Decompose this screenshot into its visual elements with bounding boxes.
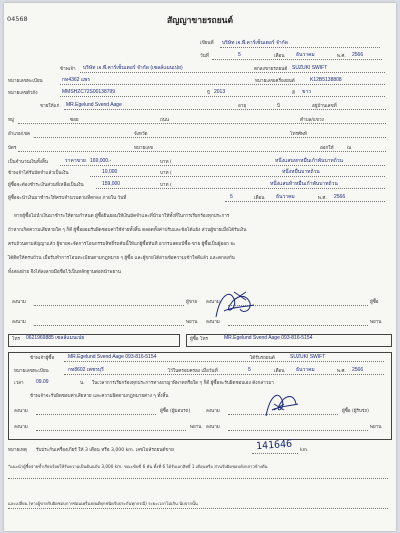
witness-1-role: พยาน bbox=[186, 320, 198, 325]
time-suffix: น. bbox=[80, 381, 85, 386]
road-label: ถนน bbox=[160, 118, 170, 123]
issued-suffix: ณ bbox=[347, 146, 352, 151]
document-number: 04568 bbox=[7, 15, 28, 23]
chassis-label: หมายเลขตัวถัง bbox=[8, 91, 38, 96]
seller-name: บริษัท เจ.พี.คาร์เซ็นเตอร์ จำกัด (เซลล์แมนเปย) bbox=[83, 65, 183, 71]
footer-rule-2 bbox=[8, 508, 388, 509]
receipt-plate-line bbox=[64, 374, 384, 375]
receipt-sign-line-1 bbox=[36, 414, 156, 415]
footer-bottom: และเปลี่ยน (ทางผู้ขายรับผิดชอบการซ่อมเครื่องยนต์ทุกชนิดรับประกันทุกกรณี) ระยะเวลาไม่เกิน นับจากนั้น bbox=[8, 501, 198, 506]
document-title: สัญญาขายรถยนต์ bbox=[166, 16, 234, 26]
address-label: อยู่บ้านเลขที่ bbox=[312, 104, 337, 109]
mileage-unit: km. bbox=[300, 448, 309, 453]
buyer-name: MR.Egelund Svend Aage bbox=[66, 102, 122, 108]
sell-car-label: ตกลงขายรถยนต์ bbox=[254, 67, 288, 72]
delivered-label: ไว้ในครอบครอง เมื่อวันที่ bbox=[168, 369, 218, 374]
receipt-plate-label: หมายเลขทะเบียน bbox=[14, 369, 49, 374]
receipt-year-label: พ.ศ. bbox=[337, 369, 346, 374]
receipt-year: 2566 bbox=[352, 367, 364, 373]
remain-value: 159,000 bbox=[102, 181, 121, 187]
warranty-text: *แนะนำผู้ซื้อจ่ายซ้ำเรียบร้อยให้รับความเป็นต้นฉบับ 3,000 km. ขณะขับขี่ 6 คัน ตั้งที่ 6 ได้รับเอกสิทธิ์ 1 เดือนหรือ ส่วนรับผิดชอบดังกล่าวข้างต้น bbox=[8, 464, 268, 469]
due-label: ผู้ซื้อจะนำเงินมาชำระให้ครบจำนวนตามที่ตกลง ภายใน วันที่ bbox=[8, 196, 127, 201]
accept-text: ข้าพเจ้าจะรับผิดชอบค่าเสียหาย และความผิดตามกฎหมายต่าง ๆ ทั้งสิ้น bbox=[30, 394, 169, 399]
date-label: วันที่ bbox=[200, 54, 209, 59]
date-day: 5 bbox=[238, 52, 241, 58]
received-model: SUZUKI SWIFT bbox=[290, 354, 326, 360]
deposit-line bbox=[90, 176, 385, 177]
moo-label: หมู่ bbox=[8, 118, 15, 123]
price-baht: บาท ( bbox=[160, 160, 172, 165]
card-number-label: หมายเลข bbox=[134, 146, 153, 151]
sign-label-witness-2: ลงนาม bbox=[206, 320, 220, 325]
receipt-witness-role-1: พยาน bbox=[190, 425, 202, 430]
car-model: SUZUKI SWIFT bbox=[292, 65, 328, 71]
clause-line-4: ได้ติดให้ครบถ้วน เมื่อรับทำการโอนทะเบียนตามกฎหมาย ๆ ผู้ซื้อ และผู้ขายได้อ่านข้อความเข้าใจดีแล้ว และตกลงกัน bbox=[8, 256, 235, 261]
seller-phone-label: โทร bbox=[12, 337, 20, 342]
mileage-value: 141646 bbox=[255, 438, 293, 453]
cross-mark-2 bbox=[272, 402, 286, 412]
remain-line bbox=[96, 188, 385, 189]
chassis-line bbox=[60, 96, 385, 97]
receipt-witness-label-1: ลงนาม bbox=[14, 425, 28, 430]
plate-line bbox=[60, 84, 385, 85]
receipt-month: ธันวาคม bbox=[296, 367, 315, 373]
car-year: 2013 bbox=[214, 89, 226, 95]
clause-line-1: หากผู้ซื้อไม่นำเงินมาชำระให้ตามกำหนด ผู้ซื้อยินยอมให้เงินมัดจำและที่นำมาให้ทั้งที่ในการเรียกร้องทุกประการ bbox=[14, 214, 230, 219]
receipt-buyer-role: ผู้ซื้อ (ผู้มอบรถ) bbox=[160, 409, 191, 414]
address-line-2 bbox=[34, 137, 386, 138]
buyer-role: ผู้ซื้อ bbox=[370, 300, 379, 305]
issued-label: ออกให้ bbox=[320, 146, 334, 151]
seller-sign-line bbox=[34, 305, 184, 306]
time-value: 09.09 bbox=[36, 379, 49, 385]
witness-2-line bbox=[228, 325, 368, 326]
due-month-label: เดือน bbox=[254, 196, 265, 201]
age-suffix: ปี bbox=[277, 104, 280, 109]
address-line-1 bbox=[18, 123, 386, 124]
receipt-sign-label-2: ลงนาม bbox=[206, 409, 220, 414]
written-at-line bbox=[220, 47, 380, 48]
year-label: พ.ศ. bbox=[337, 54, 346, 59]
receipt-buyer-label: ข้าพเจ้าผู้ซื้อ bbox=[30, 356, 55, 361]
car-year-label: ปี bbox=[207, 91, 210, 96]
buyer-phone: MR.Egelund Svend Aage 093-816-5154 bbox=[224, 335, 313, 341]
witness-1-line bbox=[34, 325, 184, 326]
written-at-label: เขียนที่ bbox=[200, 41, 214, 46]
sign-label-seller: ลงนาม bbox=[12, 300, 26, 305]
subdistrict-label: ตำบล/แขวง bbox=[300, 118, 324, 123]
sign-label-buyer: ลงนาม bbox=[206, 300, 220, 305]
deposit-value: 10,000 bbox=[102, 169, 118, 175]
remain-baht: บาท ( bbox=[160, 183, 172, 188]
receipt-witness-role-2: พยาน bbox=[370, 425, 382, 430]
price-label: เป็นจำนวนเงินทั้งสิ้น bbox=[8, 160, 48, 165]
receipt-buyer-line bbox=[64, 361, 384, 362]
receipt-sign-label-1: ลงนาม bbox=[14, 409, 28, 414]
note-text: รับประกันเครื่องเกียร์ ให้ 3 เดือน หรือ 3,000 km. เลขไมล์รถยนต์ขาย bbox=[36, 448, 174, 453]
deposit-label: ข้าพเจ้าได้รับมัดจำแล้วเป็นเงิน bbox=[8, 171, 69, 176]
color-value: ขาว bbox=[302, 89, 312, 95]
price-line bbox=[60, 165, 385, 166]
receipt-day: 5 bbox=[248, 367, 251, 373]
deposit-words: หนึ่งหมื่นบาทถ้วน bbox=[282, 169, 320, 175]
plate-label: หมายเลขทะเบียน bbox=[8, 79, 43, 84]
date-line bbox=[212, 59, 382, 60]
color-label: สี bbox=[292, 91, 295, 96]
footer-rule-1 bbox=[8, 478, 388, 479]
due-line bbox=[225, 201, 385, 202]
receiver-role: ผู้ซื้อ (ผู้รับรถ) bbox=[342, 409, 369, 414]
chassis-value: MMSHZC72S00138799 bbox=[62, 89, 116, 95]
written-at-value: บริษัท เจ.พี.คาร์เซ็นเตอร์ จำกัด bbox=[222, 40, 288, 46]
seller-phone: 0621969885 เซลล์แมนเปย bbox=[26, 335, 85, 341]
seller-line bbox=[80, 72, 385, 73]
due-day: 5 bbox=[230, 194, 233, 200]
plate-value: กท4362 แพร bbox=[62, 77, 91, 83]
price-prefix: ราคาขาย bbox=[65, 158, 86, 164]
witness-2-role: พยาน bbox=[370, 320, 382, 325]
deposit-baht: บาท ( bbox=[160, 171, 172, 176]
time-label: เวลา bbox=[14, 381, 24, 386]
buyer-line bbox=[64, 109, 386, 110]
engine-value: K12B5138808 bbox=[310, 77, 342, 83]
date-year: 2566 bbox=[352, 52, 364, 58]
seller-role: ผู้ขาย bbox=[186, 300, 198, 305]
month-label: เดือน bbox=[274, 54, 285, 59]
due-year-label: พ.ศ. bbox=[318, 196, 327, 201]
receipt-month-label: เดือน bbox=[274, 369, 285, 374]
receipt-witness-line-1 bbox=[36, 430, 186, 431]
clause-line-3: ครบถ้วนตามสัญญาแล้ว ผู้ขายจะจัดการโอนกรรมสิทธิ์รถคันนี้ให้แก่ผู้ซื้อทันที อากรแสตมป์ซื้อ-ขาย ผู้ซื้อเป็นผู้ออก จะ bbox=[8, 242, 236, 247]
received-label: ได้รับรถยนต์ bbox=[250, 356, 275, 361]
mileage-line bbox=[252, 453, 298, 454]
receipt-witness-line-2 bbox=[228, 430, 368, 431]
sign-label-witness-1: ลงนาม bbox=[12, 320, 26, 325]
note-label: หมายเหตุ bbox=[8, 448, 27, 453]
age-label: อายุ bbox=[238, 104, 247, 109]
remain-label: ผู้ซื้อจะต้องชำระเงินส่วนที่เหลือเป็นเงิน bbox=[8, 183, 84, 188]
cross-mark-1 bbox=[232, 290, 248, 302]
liability-text: ในเวลาการเรียกร้องทุกประการทางอาญาพิพาทหรือใด ๆ ก็ดี ผู้ซื้อจะรับผิดชอบเอง ดังกล่าวมา bbox=[92, 381, 274, 386]
seller-label: ข้าพเจ้า bbox=[60, 67, 76, 72]
receipt-buyer: MR.Egelund Svend Aage 093-816-5154 bbox=[68, 354, 157, 360]
province-label: จังหวัด bbox=[134, 132, 148, 137]
clause-line-2: ถ้าหากเกิดความเสียหายใด ๆ ก็ดี ผู้ซื้อยอมรับผิดชอบค่าใช้จ่ายทั้งสิ้น ตลอดทั้งค่าปรับและข้อโต้แย้ง ส่วนผู้ขายเมื่อได้รับเงิน bbox=[8, 228, 247, 233]
card-label: บัตร bbox=[8, 146, 17, 151]
district-label: อำเภอ/เขต bbox=[8, 132, 30, 137]
price-value: 169,000.- bbox=[90, 158, 112, 164]
price-words: หนึ่งแสนหกหมื่นเก้าพันบาทถ้วน bbox=[275, 158, 343, 164]
receipt-plate: กท8602 เพชรบุรี bbox=[68, 367, 104, 373]
clause-line-5: ทั้งสองฝ่าย จึงได้ลงลายมือชื่อไว้เป็นหลักฐานต่อหน้าพยาน bbox=[8, 270, 121, 275]
date-month: ธันวาคม bbox=[296, 52, 315, 58]
soi-label: ซอย bbox=[70, 118, 79, 123]
remain-words: หนึ่งแสนห้าหมื่นเก้าพันบาทถ้วน bbox=[270, 181, 338, 187]
due-month: ธันวาคม bbox=[276, 194, 295, 200]
buyer-label: ขายให้แก่ bbox=[40, 104, 60, 109]
receipt-witness-label-2: ลงนาม bbox=[206, 425, 220, 430]
buyer-phone-label: ผู้ซื้อ โทร bbox=[190, 337, 208, 342]
card-line bbox=[18, 151, 386, 152]
due-year: 2566 bbox=[334, 194, 346, 200]
phone-label: โทรศัพท์ bbox=[290, 132, 307, 137]
engine-label: หมายเลขเครื่องยนต์ bbox=[255, 79, 295, 84]
